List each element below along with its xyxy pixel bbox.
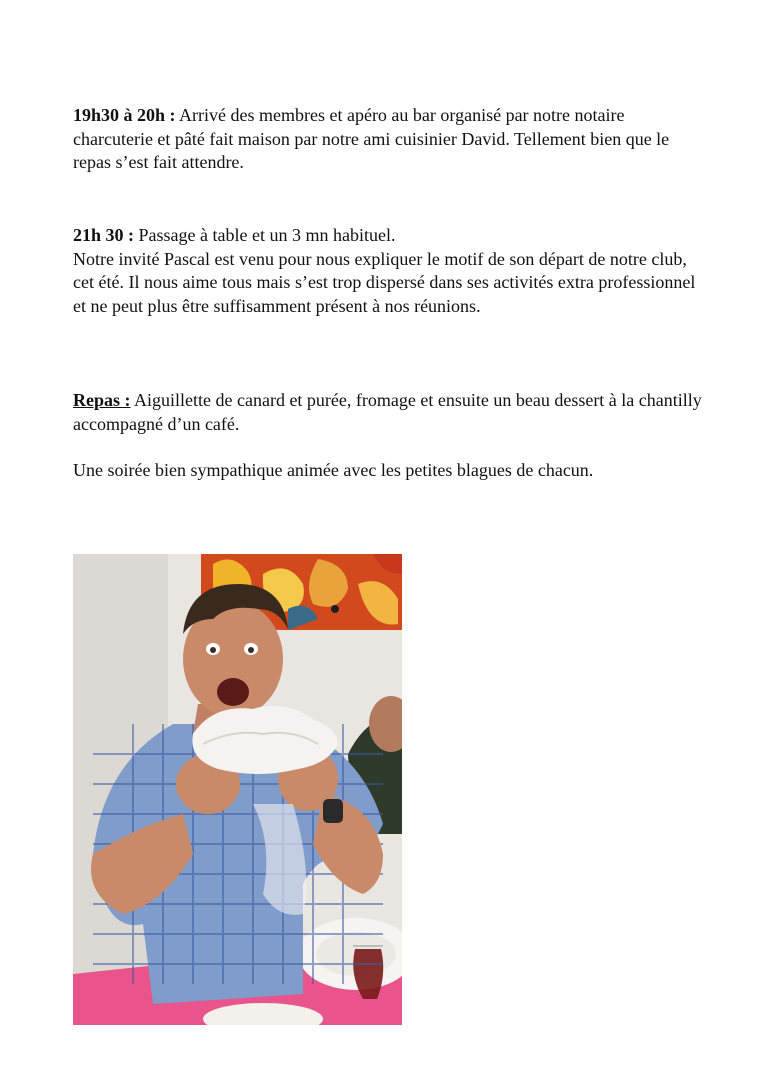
guest-paragraph: Notre invité Pascal est venu pour nous expliquer le motif de son départ de notre club, cet été. Il nous aime tous mais s’est trop dispersé dans ses activités extra professionnel et ne peut plus être suffisamment présent à nos réunions. [73,248,696,316]
photo-illustration [73,554,402,1025]
table-time: 21h 30 : [73,225,135,245]
section-table [73,224,703,318]
arrival-time: 19h30 à 20h : [73,105,176,125]
section-arrival [73,104,703,175]
meal-text: Aiguillette de canard et purée, fromage et ensuite un beau dessert à la chantilly accompagné d’un café. [73,390,702,434]
event-photo [73,554,402,1025]
section-closing [73,459,703,483]
section-meal [73,389,703,436]
arrival-text: Arrivé des membres et apéro au bar organisé par notre notaire charcuterie et pâté fait maison par notre ami cuisinier David. Tellement bien que le repas s’est fait attendre. [73,105,670,172]
meal-label: Repas : [73,390,131,410]
meal-paragraph [73,389,703,436]
table-paragraph [73,224,703,248]
arrival-paragraph [73,104,703,175]
table-text: Passage à table et un 3 mn habituel. [134,225,396,245]
closing-paragraph: Une soirée bien sympathique animée avec les petites blagues de chacun. [73,460,594,480]
